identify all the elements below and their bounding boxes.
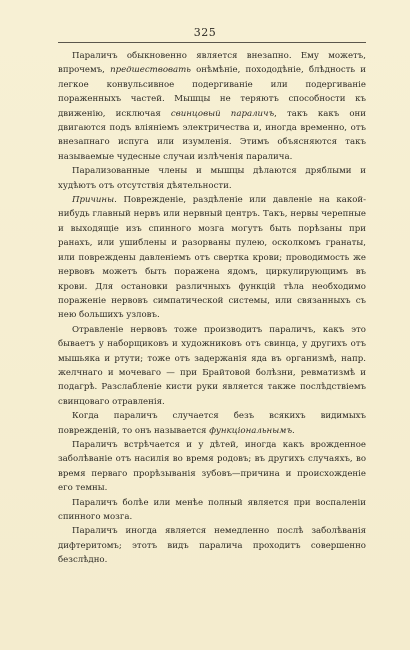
paragraph — [58, 164, 366, 193]
text-run: Параличъ иногда является немедленно послѣ заболѣванія дифтеритомъ; этотъ видъ паралича проходитъ совершенно безслѣдно. — [58, 526, 366, 566]
paragraph — [58, 409, 366, 438]
paragraph — [58, 524, 366, 567]
italic-text: предшествовать — [110, 65, 191, 76]
text-run: Параличъ встрѣчается и у дѣтей, иногда какъ врожденное заболѣваніе отъ насилія во время родовъ; въ другихъ случаяхъ, во время перваго прорѣзыванія зубовъ—причина и происхожденіе его темны. — [58, 439, 366, 494]
paragraph — [58, 496, 366, 525]
page-number: 325 — [193, 26, 217, 39]
header-rule — [58, 42, 366, 43]
text-run: , такъ какъ они двигаются подъ вліяніемъ электричества и, иногда временно, отъ внезапнаго испуга или изумленія. Этимъ объясняются такъ называемые чудесные случаи излѣченія паралича. — [58, 108, 367, 162]
text-run: Когда параличъ случается безъ всякихъ видимыхъ поврежденій, то онъ называется — [58, 411, 366, 436]
text-run: Параличъ болѣе или менѣе полный является при воспаленіи спинного мозга. — [58, 497, 366, 522]
italic-text: функціональнымъ. — [209, 425, 295, 436]
paragraph — [58, 193, 366, 323]
paragraph — [58, 49, 366, 164]
paragraph — [58, 438, 366, 496]
text-run: онѣмѣніе, похододѣніе, блѣдность и легкое конвульсивное подергиваніе или подергиваніе пораженныхъ частей. Мышцы не теряютъ способности къ движенію, исключая — [58, 65, 366, 119]
text-run: Отравленіе нервовъ тоже производитъ параличъ, какъ это бываетъ у наборщиковъ и художниковъ отъ свинца, у другихъ отъ мышьяка и ртути; тоже отъ задержанія яда въ организмѣ, напр. желчнаго и мочеваго — при Брайтовой болѣзни, ревматизмѣ и подагрѣ. Разслабленіе кисти руки является также послѣдствіемъ свинцоваго отравленія. — [58, 324, 366, 407]
italic-text: свинцовый параличъ — [170, 108, 275, 119]
italic-text: Причины. — [72, 195, 117, 206]
text-run: Поврежденіе, раздѣленіе или давленіе на какой-нибудь главный нервъ или нервный центръ. Такъ, нервы черепные и выходящіе изъ спинного мозга могутъ быть порѣзаны при ранахъ, или ушиблены и разорваны пулею, осколкомъ гранаты, или повреждены давленіемъ отъ свертка крови; проводимость же нервовъ можетъ быть поражена ядомъ, циркулирующимъ въ крови. Для остановки различныхъ функцій тѣла необходимо пораженіе нервовъ симпатической системы, или связанныхъ съ нею большихъ узловъ. — [58, 195, 366, 321]
paragraph — [58, 323, 366, 409]
page-text — [58, 49, 366, 568]
text-run: Парализованные члены и мышцы дѣлаются дряблыми и худѣютъ отъ отсутствія дѣятельности. — [58, 166, 366, 191]
text-run: Параличъ обыкновенно является внезапно. Ему можетъ, впрочемъ, — [58, 51, 366, 76]
